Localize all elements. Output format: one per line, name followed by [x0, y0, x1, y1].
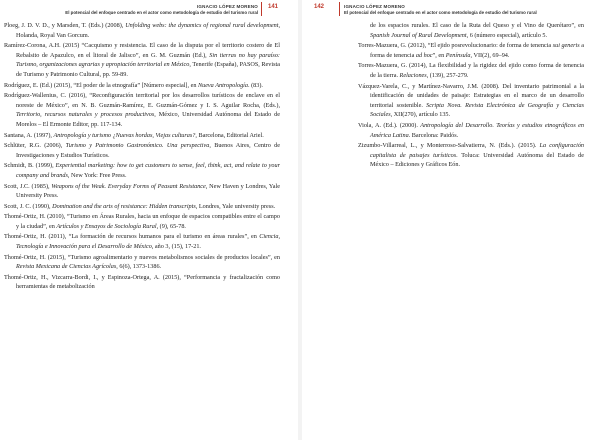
reference-entry [4, 202, 280, 212]
reference-text-segment: . Toluca: Universidad Autónoma del Estado de México – Ediciones y Gráficos Eón. [370, 151, 585, 169]
reference-entry [358, 121, 584, 140]
reference-list [358, 21, 584, 171]
reference-text-segment: , 6 (número especial), artículo 5. [466, 31, 548, 39]
page-number: 142 [314, 4, 325, 10]
reference-entry [4, 81, 280, 91]
reference-text-segment: , (9), 65-78. [156, 222, 186, 230]
running-header-author: IGNACIO LÓPEZ MORENO [196, 4, 258, 9]
reference-text-segment: , New Haven y Londres, Yale University Press. [16, 182, 280, 200]
reference-text-segment: Torres-Mazuera, G. (2012), “El ejido posrevolucionario: de forma de tenencia [358, 42, 553, 50]
reference-text-segment: , año 3, (15), 17-21. [151, 243, 201, 251]
reference-entry [4, 273, 280, 292]
left-page [0, 0, 298, 440]
reference-text-segment: . Barcelona: Paidós. [408, 131, 459, 139]
reference-text-segment: , Londres, Yale university press. [195, 202, 276, 210]
header-divider [339, 2, 340, 16]
reference-italic-segment: ad hoc [415, 51, 433, 59]
reference-text-segment: Ramírez-Corona, A.H. (2015) “Cacquismo y resistencia. El caso de la disputa por el territorio costero de El Rebalsito de Apazulco, en el litoral de Jalisco”, en G. M. Guzmán (Ed.), [4, 42, 280, 59]
reference-entry [4, 212, 280, 231]
reference-text-segment: Ploeg, J. D. V. D., y Marsden, T. (Eds.) (2008), [4, 22, 126, 29]
reference-text-segment: Zizumbo-Villarreal, L., y Monterroso-Salvatierra, N. (Eds.). (2015). [358, 142, 540, 150]
reference-entry [4, 232, 280, 251]
reference-italic-segment: Sin tierras no hay paraíso: Turismo, organizaciones agrarias y apropiación territorial en México [16, 51, 280, 69]
reference-entry [4, 141, 280, 160]
reference-text-segment: Vázquez-Varela, C., y Martínez-Navarro, J.M. (2008). Del inventario patrimonial a la identificación de unidades de paisaje: Estrategias en el marco de un desarrollo territorial sostenible. [358, 82, 584, 109]
header-divider [261, 2, 262, 16]
reference-text-segment: Thomé-Ortiz, H. (2015), “Turismo agroalimentario y nuevos metabolismos sociales de productos locales”, en [4, 253, 280, 261]
running-header-title: El potencial del enfoque centrado en el actor como metodología de estudio del turismo rural [344, 10, 537, 15]
reference-entry [358, 82, 584, 120]
reference-text-segment: , Tenerife (España), PASOS, Revista de Turismo y Patrimonio Cultural, pp. 59-89. [16, 61, 280, 78]
reference-text-segment: , Barcelona, Editorial Ariel. [195, 131, 264, 139]
reference-text-segment: Scott, J.C. (1985), [4, 182, 52, 190]
reference-entry [4, 91, 280, 129]
reference-entry [4, 253, 280, 272]
running-header-title: El potencial del enfoque centrado en el actor como metodología de estudio del turismo rural [65, 10, 258, 15]
reference-text-segment: Thomé-Ortiz, H. (2010), “Turismo en Áreas Rurales, hacia un enfoque de espacios compatibles entre el campo y la ciudad”, en [4, 213, 280, 230]
reference-text-segment: Thomé-Ortiz, H. (2011), “La formación de recursos humanos para el turismo en áreas rurales”, en [4, 233, 260, 241]
reference-italic-segment: Revista Mexicana de Ciencias Agrícolas [16, 263, 117, 271]
reference-italic-segment: Spanish Journal of Rural Development [370, 31, 467, 39]
reference-text-segment: Rodríguez-Wallenius, C. (2016), “Reconfiguración territorial por los desarrollos turísticos de enclave en el noreste de México”, en N. B. Guzmán-Ramírez, E. Guzmán-Gómez y I. S. Aguilar Rocha, (Eds.), [4, 92, 280, 109]
running-header [344, 4, 537, 15]
reference-text-segment: , Holanda, Royal Van Gorcum. [16, 22, 280, 39]
reference-text-segment: , New York: Free Press. [67, 171, 127, 179]
reference-italic-segment: Turismo y Patrimonio Gastronómico. Una perspectiva [65, 142, 210, 150]
reference-italic-segment: Unfolding webs: the dynamics of regional rural development [125, 22, 279, 29]
page-number: 141 [267, 4, 278, 10]
reference-italic-segment: Domination and the arts of resistance: Hidden transcripts [52, 202, 196, 210]
reference-entry [358, 61, 584, 80]
reference-list [4, 21, 280, 293]
reference-entry [358, 21, 584, 40]
reference-text-segment: , 6(6), 1373-1386. [116, 263, 162, 271]
reference-italic-segment: Antropología del Desarrollo. Teorías y estudios etnográficos en América Latina [370, 121, 584, 139]
reference-italic-segment: Relaciones [399, 71, 427, 79]
reference-text-segment: , VII(2), 69–94. [470, 51, 510, 59]
reference-italic-segment: La configuración capitalista de paisajes turísticos [370, 142, 585, 159]
reference-italic-segment: Artículos y Ensayos de Sociología Rural [56, 222, 157, 230]
reference-italic-segment: Ciencia, Tecnología e Innovación para el Desarrollo de México [16, 233, 280, 251]
reference-text-segment: . (83). [247, 81, 263, 89]
running-header [65, 4, 258, 15]
reference-text-segment: de los espacios rurales. El caso de la Ruta del Queso y el Vino de Querétaro”, en [370, 22, 584, 29]
reference-text-segment: a forma de tenencia [370, 42, 584, 59]
reference-italic-segment: Península [445, 51, 471, 59]
reference-text-segment: Santana, A. (1997), [4, 131, 54, 139]
reference-text-segment: Thomé-Ortiz, H., Vizcarra-Bordi, I., y Espinoza-Ortega, A. (2015), “Performancia y fractalización como herramientas de metabolización [4, 273, 280, 291]
reference-entry [358, 141, 584, 170]
reference-entry [4, 131, 280, 141]
reference-text-segment: Torres-Mazuera, G. (2014), La flexibilidad y la rigidez del ejido como forma de tenencia de la tierra. [358, 62, 584, 79]
reference-text-segment: Scott, J. C. (1990), [4, 202, 53, 210]
reference-entry [4, 182, 280, 201]
reference-text-segment: Schmidt, B. (1999), [4, 162, 56, 170]
reference-text-segment: Schlüter, R.G. (2006), [4, 142, 66, 150]
reference-text-segment: Rodríguez, E. (Ed.) (2015), “El poder de la etnografía” [Número especial], en [4, 81, 198, 89]
reference-italic-segment: Territorio, recursos naturales y procesos productivos [16, 111, 155, 119]
reference-italic-segment: Nueva Antropología [197, 81, 248, 89]
reference-entry [4, 161, 280, 180]
running-header-author: IGNACIO LÓPEZ MORENO [344, 4, 406, 9]
reference-text-segment: ”, en [432, 51, 446, 59]
reference-italic-segment: Scripta Nova. Revista Electrónica de Geografía y Ciencias Sociales [370, 101, 584, 119]
reference-text-segment: , México, Universidad Autónoma del Estado de Morelos – El Ermonte Editor, pp. 117-134. [16, 111, 280, 128]
reference-entry [4, 41, 280, 79]
right-page [302, 0, 600, 440]
reference-italic-segment: sui generis [552, 42, 580, 50]
reference-italic-segment: Weapons of the Weak. Everyday Forms of Peasant Resistance [51, 182, 206, 190]
reference-entry [358, 41, 584, 60]
reference-italic-segment: Experiential marketing: how to get customers to sense, feel, think, act, and relate to your company and brands [16, 162, 280, 179]
reference-italic-segment: Antropología y turismo ¿Nuevas hordas, Viejas culturas? [53, 131, 196, 139]
reference-entry [4, 21, 280, 40]
reference-text-segment: , (139), 257-279. [426, 71, 469, 79]
reference-text-segment: Viola, A. (Ed.). (2000). [358, 121, 421, 129]
reference-text-segment: , Buenos Aires, Centro de Investigaciones y Estudios Turísticos. [16, 142, 280, 159]
reference-text-segment: , XII(270), artículo 135. [390, 111, 451, 119]
